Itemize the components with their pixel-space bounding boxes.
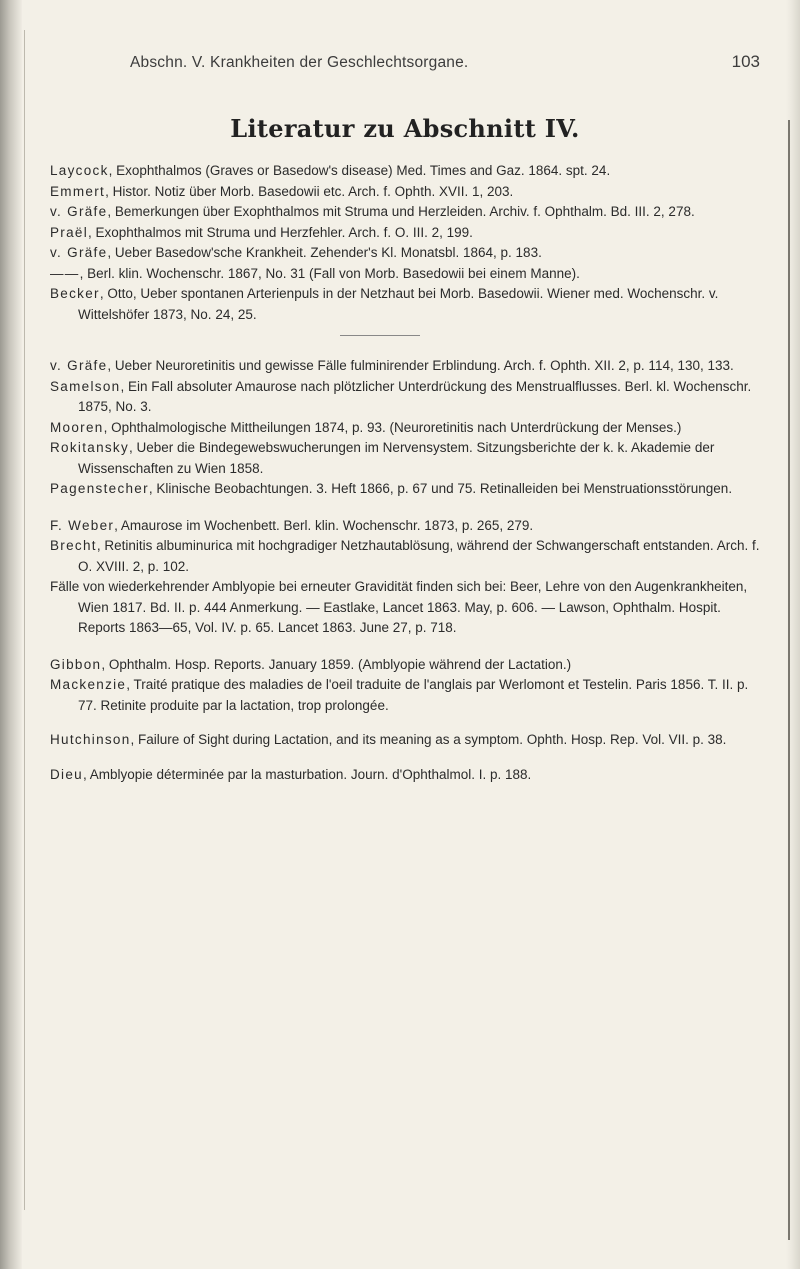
bib-text: , Failure of Sight during Lactation, and its meaning as a symptom. Ophth. Hosp. Rep. Vol. VII. p. 38. — [130, 732, 727, 747]
bib-author: Hutchinson — [50, 732, 131, 747]
bib-author: Praël — [50, 224, 89, 240]
bib-entry — [50, 182, 760, 203]
right-edge-line — [788, 120, 790, 1240]
bib-text: , Ophthalm. Hosp. Reports. January 1859. (Amblyopie während der Lactation.) — [101, 656, 572, 672]
bib-entry — [50, 202, 760, 223]
bib-entry — [50, 264, 760, 285]
bib-text: , Retinitis albuminurica mit hochgradiger Netzhautablösung, während der Schwangerschaft entstanden. Arch. f. O. XVIII. 2, p. 102. — [78, 538, 760, 574]
running-head-text: Abschn. V. Krankheiten der Geschlechtsorgane. — [130, 54, 469, 71]
bib-author: Samelson — [50, 378, 121, 394]
bib-text: , Histor. Notiz über Morb. Basedowii etc. Arch. f. Ophth. XVII. 1, 203. — [105, 183, 514, 199]
bib-author: v. Gräfe — [50, 204, 108, 219]
bib-text: , Traité pratique des maladies de l'oeil traduite de l'anglais par Werlomont et Testelin. Paris 1856. T. II. p. 77. Retinite produite par la lactation, trop prolongée. — [78, 677, 749, 713]
bib-author: v. Gräfe — [50, 358, 108, 373]
section-divider — [340, 335, 420, 336]
bib-entry — [50, 516, 760, 537]
bib-entry — [50, 765, 760, 786]
bib-entry — [50, 284, 760, 325]
bib-author: Rokitansky — [50, 440, 130, 455]
running-head — [50, 52, 760, 82]
bibliography — [50, 161, 760, 785]
bib-entry — [50, 418, 760, 439]
bib-text: Fälle von wiederkehrender Amblyopie bei erneuter Gravidität finden sich bei: Beer, Lehre von den Augenkrankheiten, Wien 1817. Bd. II. p. 444 Anmerkung. — Eastlake, Lancet 1863. May, p. 606. — Lawson, Ophthalm. Hospit. Reports 1863—65, Vol. IV. p. 65. Lancet 1863. June 27, p. 718. — [50, 579, 748, 635]
bibliography-group-4 — [50, 655, 760, 786]
bib-entry — [50, 730, 760, 751]
bib-text: , Ueber die Bindegewebswucherungen im Nervensystem. Sitzungsberichte der k. k. Akademie der Wissenschaften zu Wien 1858. — [78, 440, 715, 476]
bibliography-group-1 — [50, 161, 760, 325]
bib-text: , Ophthalmologische Mittheilungen 1874, p. 93. (Neuroretinitis nach Unterdrückung der Menses.) — [103, 419, 682, 435]
bib-text: , Otto, Ueber spontanen Arterienpuls in der Netzhaut bei Morb. Basedowii. Wiener med. Wochenschr. v. Wittelshöfer 1873, No. 24, 25. — [78, 286, 719, 322]
bib-author: Mackenzie — [50, 677, 127, 692]
bib-text: , Ueber Basedow'sche Krankheit. Zehender's Kl. Monatsbl. 1864, p. 183. — [107, 245, 542, 260]
page-title: Literatur zu Abschnitt IV. — [230, 114, 580, 143]
bib-entry — [50, 479, 760, 500]
bib-author: Brecht — [50, 538, 97, 553]
bib-text: , Ueber Neuroretinitis und gewisse Fälle fulminirender Erblindung. Arch. f. Ophth. XII. 2, p. 114, 130, 133. — [107, 358, 734, 373]
left-page-shadow — [0, 0, 22, 1269]
bib-entry — [50, 438, 760, 479]
bib-entry — [50, 536, 760, 577]
bib-entry — [50, 356, 760, 377]
bib-text: , Exophthalmos (Graves or Basedow's disease) Med. Times and Gaz. 1864. spt. 24. — [108, 163, 611, 178]
bib-entry — [50, 675, 760, 716]
bib-author: Gibbon — [50, 656, 102, 672]
bib-author: Becker — [50, 286, 100, 301]
bib-author: Dieu — [50, 766, 83, 782]
bib-text: , Exophthalmos mit Struma und Herzfehler. Arch. f. O. III. 2, 199. — [88, 224, 473, 240]
bib-author: Laycock — [50, 163, 109, 178]
bib-text: , Amblyopie déterminée par la masturbation. Journ. d'Ophthalmol. I. p. 188. — [82, 766, 532, 782]
page — [50, 52, 760, 801]
bib-author: v. Gräfe — [50, 245, 108, 260]
bib-author: Mooren — [50, 419, 104, 435]
bibliography-group-2 — [50, 356, 760, 500]
bib-entry — [50, 577, 760, 639]
bib-text: , Berl. klin. Wochenschr. 1867, No. 31 (Fall von Morb. Basedowii bei einem Manne). — [79, 265, 580, 281]
bib-author: F. Weber — [50, 517, 115, 533]
bib-text: , Ein Fall absoluter Amaurose nach plötzlicher Unterdrückung des Menstrualflusses. Berl. kl. Wochenschr. 1875, No. 3. — [78, 378, 752, 414]
bib-text: , Amaurose im Wochenbett. Berl. klin. Wochenschr. 1873, p. 265, 279. — [114, 517, 534, 533]
left-binding-line — [24, 30, 25, 1210]
bib-entry — [50, 377, 760, 418]
bib-author: —— — [50, 265, 80, 281]
bib-entry — [50, 223, 760, 244]
page-number: 103 — [731, 52, 760, 71]
bib-author: Pagenstecher — [50, 481, 149, 496]
bib-entry — [50, 655, 760, 676]
bib-text: , Bemerkungen über Exophthalmos mit Struma und Herzleiden. Archiv. f. Ophthalm. Bd. III. 2, 278. — [107, 204, 695, 219]
bibliography-group-3 — [50, 516, 760, 639]
bib-entry — [50, 243, 760, 264]
bib-author: Emmert — [50, 183, 106, 199]
bib-text: , Klinische Beobachtungen. 3. Heft 1866, p. 67 und 75. Retinalleiden bei Menstruationsstörungen. — [148, 481, 733, 496]
bib-entry — [50, 161, 760, 182]
